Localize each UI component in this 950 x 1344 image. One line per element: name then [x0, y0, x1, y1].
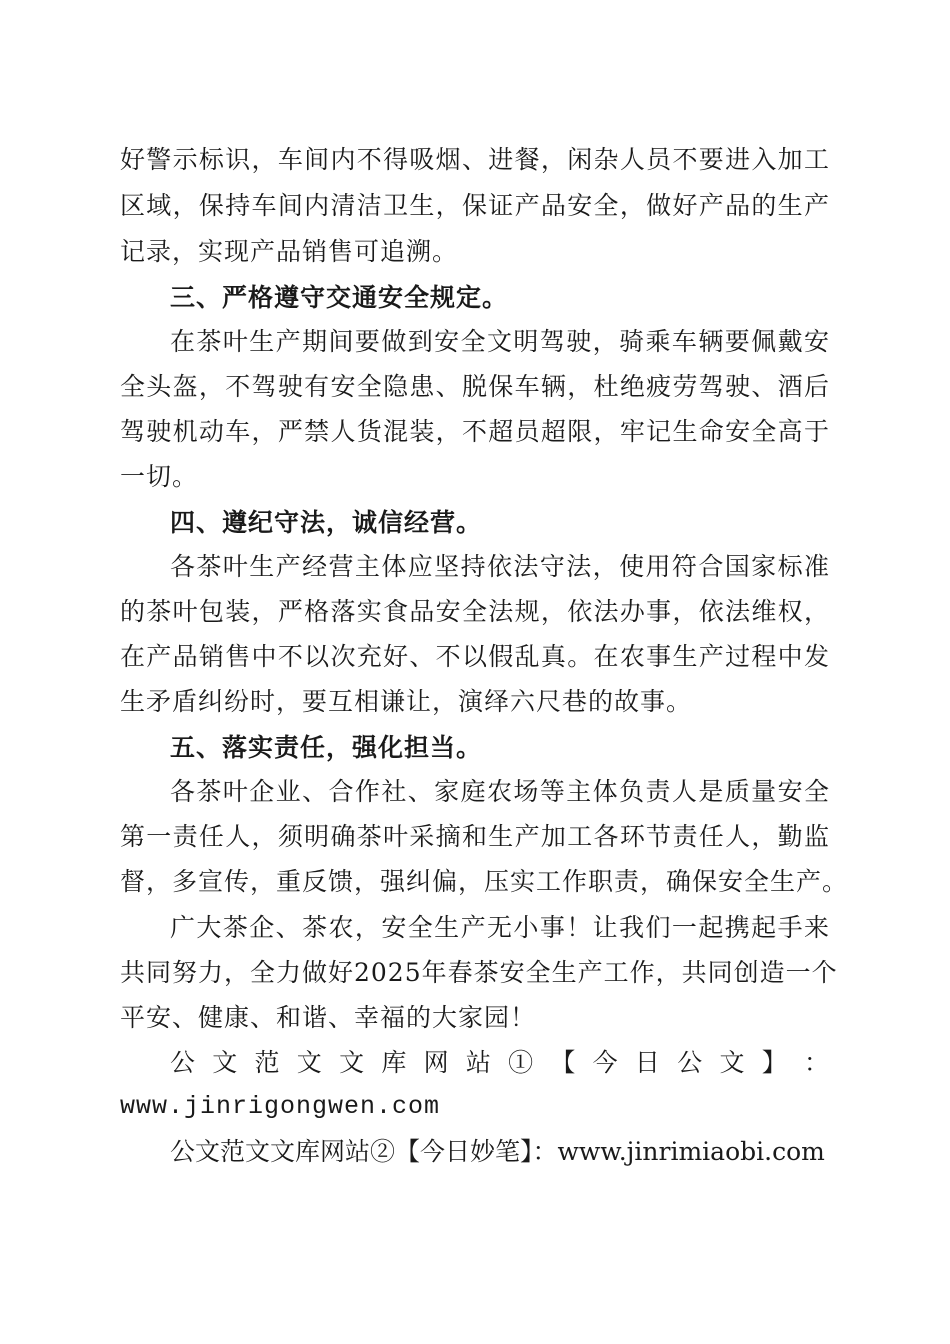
body-line: 生矛盾纠纷时，要互相谦让，演绎六尺巷的故事。 [120, 687, 693, 716]
body-line: 第一责任人，须明确茶叶采摘和生产加工各环节责任人，勤监 [120, 822, 830, 851]
body-line: 好警示标识，车间内不得吸烟、进餐，闲杂人员不要进入加工 [120, 145, 830, 174]
body-line: 全头盔，不驾驶有安全隐患、脱保车辆，杜绝疲劳驾驶、酒后 [120, 372, 830, 401]
body-line: 一切。 [120, 462, 199, 491]
body-line: 平安、健康、和谐、幸福的大家园！ [120, 1003, 537, 1032]
footer-site-url[interactable]: www.jinrigongwen.com [120, 1092, 441, 1121]
body-line: 记录，实现产品销售可追溯。 [120, 237, 459, 266]
section-heading: 三、严格遵守交通安全规定。 [170, 283, 509, 312]
body-line: 在茶叶生产期间要做到安全文明驾驶，骑乘车辆要佩戴安 [170, 327, 830, 356]
section-heading: 五、落实责任，强化担当。 [170, 733, 483, 762]
footer-site-line[interactable]: 公文范文文库网站②【今日妙笔】：www.jinrimiaobi.com [170, 1137, 825, 1166]
body-line: 共同努力，全力做好2025年春茶安全生产工作，共同创造一个 [120, 958, 838, 987]
body-line: 广大茶企、茶农，安全生产无小事！让我们一起携起手来 [170, 913, 830, 942]
footer-site-label: 公 文 范 文 文 库 网 站 ① 【 今 日 公 文 】 ： [170, 1048, 830, 1077]
body-line: 区域，保持车间内清洁卫生，保证产品安全，做好产品的生产 [120, 191, 830, 220]
body-line: 驾驶机动车，严禁人货混装，不超员超限，牢记生命安全高于 [120, 417, 830, 446]
body-line: 督，多宣传，重反馈，强纠偏，压实工作职责，确保安全生产。 [120, 867, 849, 896]
body-line: 在产品销售中不以次充好、不以假乱真。在农事生产过程中发 [120, 642, 830, 671]
body-line: 各茶叶生产经营主体应坚持依法守法，使用符合国家标准 [170, 552, 830, 581]
body-line: 的茶叶包装，严格落实食品安全法规，依法办事，依法维权， [120, 597, 830, 626]
body-line: 各茶叶企业、合作社、家庭农场等主体负责人是质量安全 [170, 777, 830, 806]
section-heading: 四、遵纪守法，诚信经营。 [170, 508, 483, 537]
